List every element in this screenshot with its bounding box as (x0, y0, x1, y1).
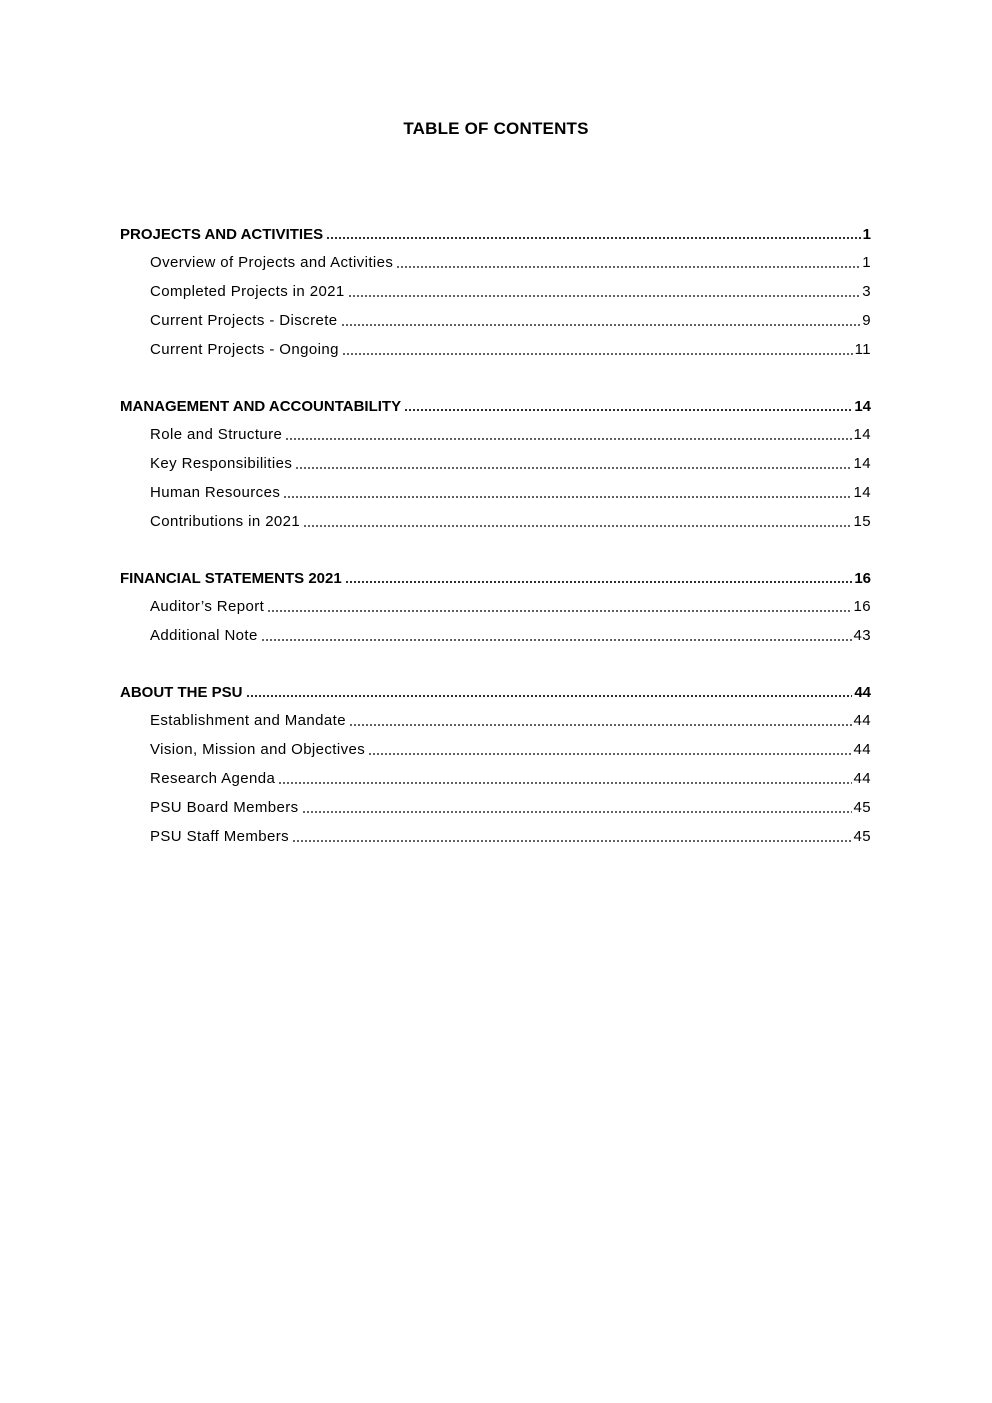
toc-heading-label: PROJECTS AND ACTIVITIES (120, 226, 324, 243)
toc-heading[interactable] (120, 564, 871, 592)
toc-section-projects (120, 220, 871, 364)
toc-heading[interactable] (120, 220, 871, 248)
toc-page-number: 14 (853, 426, 871, 443)
dot-leader (261, 639, 852, 641)
toc-item[interactable] (120, 706, 871, 735)
dot-leader (345, 581, 853, 583)
toc-item-label: Role and Structure (150, 426, 283, 443)
table-of-contents (120, 220, 871, 879)
toc-item[interactable] (120, 420, 871, 449)
toc-item-label: PSU Staff Members (150, 828, 290, 845)
dot-leader (326, 237, 861, 239)
dot-leader (292, 840, 851, 842)
toc-item-label: Completed Projects in 2021 (150, 283, 345, 300)
toc-page-number: 14 (853, 484, 871, 501)
toc-item[interactable] (120, 306, 871, 335)
toc-item[interactable] (120, 793, 871, 822)
dot-leader (396, 266, 860, 268)
toc-heading[interactable] (120, 678, 871, 706)
toc-heading-label: ABOUT THE PSU (120, 684, 243, 701)
toc-page-number: 11 (854, 341, 871, 358)
toc-item-label: Establishment and Mandate (150, 712, 346, 729)
toc-page-number: 16 (853, 598, 871, 615)
toc-section-financial (120, 564, 871, 650)
dot-leader (295, 467, 851, 469)
toc-item-label: Overview of Projects and Activities (150, 254, 394, 271)
toc-item-label: Research Agenda (150, 770, 276, 787)
toc-page-number: 14 (853, 455, 871, 472)
toc-page-number: 1 (862, 254, 871, 271)
toc-item-label: Contributions in 2021 (150, 513, 301, 530)
toc-page-number: 9 (862, 312, 871, 329)
toc-page-number: 3 (862, 283, 871, 300)
dot-leader (303, 525, 851, 527)
toc-heading-label: MANAGEMENT AND ACCOUNTABILITY (120, 398, 402, 415)
toc-item-label: Key Responsibilities (150, 455, 293, 472)
toc-item-label: Current Projects - Ongoing (150, 341, 339, 358)
toc-page-number: 15 (853, 513, 871, 530)
toc-page-number: 45 (853, 828, 871, 845)
dot-leader (283, 496, 851, 498)
dot-leader (348, 295, 861, 297)
toc-item[interactable] (120, 507, 871, 536)
toc-item[interactable] (120, 592, 871, 621)
page-title: TABLE OF CONTENTS (403, 119, 589, 138)
toc-page-number: 44 (853, 712, 871, 729)
toc-item[interactable] (120, 277, 871, 306)
toc-item[interactable] (120, 822, 871, 851)
toc-item-label: Auditor’s Report (150, 598, 265, 615)
toc-item-label: Human Resources (150, 484, 281, 501)
dot-leader (267, 610, 851, 612)
toc-section-about (120, 678, 871, 851)
toc-page-number: 44 (853, 741, 871, 758)
toc-item[interactable] (120, 478, 871, 507)
toc-heading[interactable] (120, 392, 871, 420)
toc-page-number: 16 (854, 570, 871, 587)
toc-page-number: 1 (862, 226, 871, 243)
toc-item[interactable] (120, 621, 871, 650)
toc-page-number: 44 (853, 770, 871, 787)
dot-leader (404, 409, 852, 411)
toc-page-number: 45 (853, 799, 871, 816)
dot-leader (246, 695, 853, 697)
toc-page-number: 14 (854, 398, 871, 415)
dot-leader (349, 724, 852, 726)
toc-page-number: 43 (853, 627, 871, 644)
toc-item[interactable] (120, 735, 871, 764)
toc-section-management (120, 392, 871, 536)
toc-item[interactable] (120, 248, 871, 277)
toc-item[interactable] (120, 449, 871, 478)
toc-item-label: Current Projects - Discrete (150, 312, 338, 329)
toc-item-label: Additional Note (150, 627, 258, 644)
toc-item[interactable] (120, 764, 871, 793)
dot-leader (302, 811, 852, 813)
toc-page-number: 44 (854, 684, 871, 701)
dot-leader (342, 353, 853, 355)
dot-leader (278, 782, 851, 784)
toc-heading-label: FINANCIAL STATEMENTS 2021 (120, 570, 342, 587)
dot-leader (368, 753, 851, 755)
toc-item-label: Vision, Mission and Objectives (150, 741, 366, 758)
dot-leader (341, 324, 861, 326)
dot-leader (285, 438, 851, 440)
toc-item[interactable] (120, 335, 871, 364)
toc-item-label: PSU Board Members (150, 799, 299, 816)
